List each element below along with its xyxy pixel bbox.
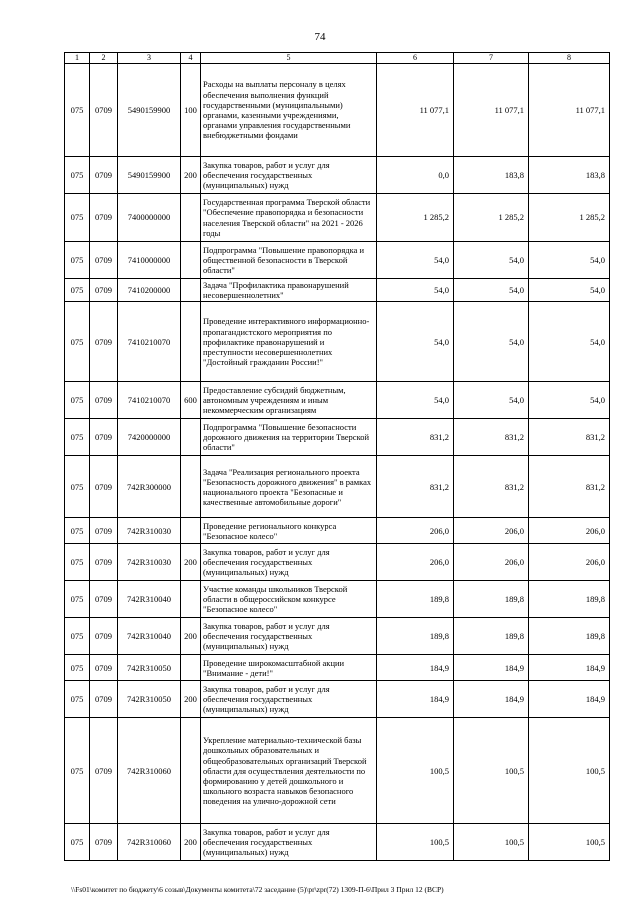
section-code-cell: 0709: [90, 681, 118, 718]
column-header: 6: [377, 53, 454, 64]
expense-type-cell: 100: [181, 64, 201, 157]
description-cell: Подпрограмма "Повышение безопасности дорожного движения на территории Тверской области": [201, 419, 377, 456]
ved-code-cell: 075: [65, 242, 90, 279]
section-code-cell: 0709: [90, 302, 118, 382]
table-row: [65, 242, 610, 279]
description-cell: Проведение широкомасштабной акции "Внимание - дети!": [201, 655, 377, 681]
description-cell: Задача "Профилактика правонарушений несовершеннолетних": [201, 279, 377, 302]
target-article-cell: 742R310050: [118, 655, 181, 681]
ved-code-cell: 075: [65, 718, 90, 824]
ved-code-cell: 075: [65, 194, 90, 242]
amount-year3-cell: 206,0: [529, 544, 610, 581]
amount-year1-cell: 189,8: [377, 581, 454, 618]
ved-code-cell: 075: [65, 681, 90, 718]
expense-type-cell: [181, 581, 201, 618]
expense-type-cell: [181, 279, 201, 302]
amount-year3-cell: 54,0: [529, 279, 610, 302]
amount-year2-cell: 54,0: [454, 279, 529, 302]
ved-code-cell: 075: [65, 279, 90, 302]
column-header: 4: [181, 53, 201, 64]
amount-year1-cell: 100,5: [377, 718, 454, 824]
amount-year1-cell: 831,2: [377, 456, 454, 518]
section-code-cell: 0709: [90, 456, 118, 518]
amount-year1-cell: 184,9: [377, 681, 454, 718]
table-row: [65, 419, 610, 456]
column-header: 3: [118, 53, 181, 64]
section-code-cell: 0709: [90, 518, 118, 544]
amount-year1-cell: 0,0: [377, 157, 454, 194]
amount-year2-cell: 11 077,1: [454, 64, 529, 157]
section-code-cell: 0709: [90, 618, 118, 655]
table-header-row: [65, 53, 610, 64]
ved-code-cell: 075: [65, 581, 90, 618]
ved-code-cell: 075: [65, 518, 90, 544]
description-cell: Проведение регионального конкурса "Безопасное колесо": [201, 518, 377, 544]
amount-year2-cell: 184,9: [454, 681, 529, 718]
section-code-cell: 0709: [90, 157, 118, 194]
description-cell: Задача "Реализация регионального проекта "Безопасность дорожного движения" в рамках национального проекта "Безопасные и качественные автомобильные дороги": [201, 456, 377, 518]
amount-year2-cell: 831,2: [454, 456, 529, 518]
table-row: [65, 618, 610, 655]
ved-code-cell: 075: [65, 544, 90, 581]
budget-table: [64, 52, 610, 861]
section-code-cell: 0709: [90, 581, 118, 618]
table-row: [65, 718, 610, 824]
ved-code-cell: 075: [65, 302, 90, 382]
column-header: 8: [529, 53, 610, 64]
amount-year1-cell: 206,0: [377, 518, 454, 544]
table-row: [65, 544, 610, 581]
amount-year2-cell: 54,0: [454, 242, 529, 279]
ved-code-cell: 075: [65, 64, 90, 157]
target-article-cell: 5490159900: [118, 157, 181, 194]
ved-code-cell: 075: [65, 382, 90, 419]
amount-year3-cell: 54,0: [529, 242, 610, 279]
amount-year2-cell: 189,8: [454, 618, 529, 655]
table-row: [65, 279, 610, 302]
table-row: [65, 456, 610, 518]
amount-year3-cell: 54,0: [529, 302, 610, 382]
amount-year2-cell: 189,8: [454, 581, 529, 618]
amount-year2-cell: 183,8: [454, 157, 529, 194]
description-cell: Укрепление материально-технической базы дошкольных образовательных и общеобразовательных организаций Тверской области для осуществления деятельности по формированию у детей дошкольного и школьного возраста навыков безопасного поведения на улично-дорожной сети: [201, 718, 377, 824]
target-article-cell: 742R310040: [118, 618, 181, 655]
amount-year2-cell: 206,0: [454, 544, 529, 581]
expense-type-cell: [181, 194, 201, 242]
table-row: [65, 64, 610, 157]
table-row: [65, 157, 610, 194]
expense-type-cell: 200: [181, 157, 201, 194]
amount-year2-cell: 54,0: [454, 382, 529, 419]
expense-type-cell: [181, 718, 201, 824]
description-cell: Государственная программа Тверской области "Обеспечение правопорядка и безопасности населения Тверской области" на 2021 - 2026 годы: [201, 194, 377, 242]
description-cell: Закупка товаров, работ и услуг для обеспечения государственных (муниципальных) нужд: [201, 157, 377, 194]
amount-year1-cell: 206,0: [377, 544, 454, 581]
expense-type-cell: 200: [181, 618, 201, 655]
target-article-cell: 742R310030: [118, 518, 181, 544]
expense-type-cell: 600: [181, 382, 201, 419]
amount-year1-cell: 1 285,2: [377, 194, 454, 242]
table-row: [65, 382, 610, 419]
section-code-cell: 0709: [90, 64, 118, 157]
amount-year3-cell: 831,2: [529, 456, 610, 518]
expense-type-cell: [181, 518, 201, 544]
table-row: [65, 518, 610, 544]
table-row: [65, 824, 610, 861]
target-article-cell: 7410000000: [118, 242, 181, 279]
footer-file-path: \\Fs01\комитет по бюджету\6 созыв\Документы комитета\72 заседание (5)\pr\zpr(72) 1309-П-6\Прил 3 Прил 12 (ВСР): [71, 885, 444, 894]
amount-year3-cell: 11 077,1: [529, 64, 610, 157]
amount-year3-cell: 183,8: [529, 157, 610, 194]
amount-year1-cell: 54,0: [377, 382, 454, 419]
target-article-cell: 742R310060: [118, 718, 181, 824]
description-cell: Закупка товаров, работ и услуг для обеспечения государственных (муниципальных) нужд: [201, 824, 377, 861]
column-header: 7: [454, 53, 529, 64]
description-cell: Закупка товаров, работ и услуг для обеспечения государственных (муниципальных) нужд: [201, 544, 377, 581]
table-row: [65, 681, 610, 718]
expense-type-cell: [181, 419, 201, 456]
description-cell: Проведение интерактивного информационно-пропагандистского мероприятия по профилактике правонарушений и преступности несовершеннолетних "Достойный гражданин России!": [201, 302, 377, 382]
table-row: [65, 302, 610, 382]
amount-year1-cell: 54,0: [377, 279, 454, 302]
ved-code-cell: 075: [65, 419, 90, 456]
column-header: 2: [90, 53, 118, 64]
expense-type-cell: 200: [181, 824, 201, 861]
column-header: 5: [201, 53, 377, 64]
amount-year3-cell: 189,8: [529, 581, 610, 618]
ved-code-cell: 075: [65, 618, 90, 655]
expense-type-cell: 200: [181, 544, 201, 581]
amount-year1-cell: 189,8: [377, 618, 454, 655]
ved-code-cell: 075: [65, 157, 90, 194]
section-code-cell: 0709: [90, 194, 118, 242]
amount-year2-cell: 184,9: [454, 655, 529, 681]
target-article-cell: 7400000000: [118, 194, 181, 242]
description-cell: Предоставление субсидий бюджетным, автономным учреждениям и иным некоммерческим организациям: [201, 382, 377, 419]
amount-year2-cell: 206,0: [454, 518, 529, 544]
expense-type-cell: [181, 456, 201, 518]
amount-year2-cell: 100,5: [454, 718, 529, 824]
amount-year1-cell: 54,0: [377, 242, 454, 279]
amount-year3-cell: 1 285,2: [529, 194, 610, 242]
amount-year1-cell: 100,5: [377, 824, 454, 861]
section-code-cell: 0709: [90, 718, 118, 824]
target-article-cell: 742R310030: [118, 544, 181, 581]
target-article-cell: 7410210070: [118, 302, 181, 382]
amount-year3-cell: 206,0: [529, 518, 610, 544]
amount-year3-cell: 189,8: [529, 618, 610, 655]
amount-year1-cell: 831,2: [377, 419, 454, 456]
ved-code-cell: 075: [65, 824, 90, 861]
amount-year2-cell: 831,2: [454, 419, 529, 456]
target-article-cell: 7420000000: [118, 419, 181, 456]
ved-code-cell: 075: [65, 655, 90, 681]
target-article-cell: 5490159900: [118, 64, 181, 157]
section-code-cell: 0709: [90, 824, 118, 861]
column-header: 1: [65, 53, 90, 64]
target-article-cell: 7410210070: [118, 382, 181, 419]
target-article-cell: 742R310050: [118, 681, 181, 718]
table-row: [65, 194, 610, 242]
amount-year3-cell: 54,0: [529, 382, 610, 419]
ved-code-cell: 075: [65, 456, 90, 518]
description-cell: Закупка товаров, работ и услуг для обеспечения государственных (муниципальных) нужд: [201, 618, 377, 655]
amount-year2-cell: 54,0: [454, 302, 529, 382]
amount-year3-cell: 184,9: [529, 681, 610, 718]
expense-type-cell: [181, 302, 201, 382]
amount-year2-cell: 100,5: [454, 824, 529, 861]
amount-year3-cell: 100,5: [529, 718, 610, 824]
expense-type-cell: [181, 242, 201, 279]
amount-year3-cell: 184,9: [529, 655, 610, 681]
section-code-cell: 0709: [90, 382, 118, 419]
amount-year3-cell: 100,5: [529, 824, 610, 861]
table-row: [65, 581, 610, 618]
target-article-cell: 742R310060: [118, 824, 181, 861]
amount-year2-cell: 1 285,2: [454, 194, 529, 242]
target-article-cell: 742R310040: [118, 581, 181, 618]
section-code-cell: 0709: [90, 544, 118, 581]
section-code-cell: 0709: [90, 419, 118, 456]
description-cell: Подпрограмма "Повышение правопорядка и общественной безопасности в Тверской области": [201, 242, 377, 279]
expense-type-cell: [181, 655, 201, 681]
description-cell: Расходы на выплаты персоналу в целях обеспечения выполнения функций государственными (муниципальными) органами, казенными учреждениями, органами управления государственными внебюджетными фондами: [201, 64, 377, 157]
target-article-cell: 7410200000: [118, 279, 181, 302]
expense-type-cell: 200: [181, 681, 201, 718]
page-number: 74: [314, 31, 326, 43]
target-article-cell: 742R300000: [118, 456, 181, 518]
description-cell: Участие команды школьников Тверской области в общероссийском конкурсе "Безопасное колесо": [201, 581, 377, 618]
section-code-cell: 0709: [90, 242, 118, 279]
amount-year1-cell: 54,0: [377, 302, 454, 382]
amount-year1-cell: 184,9: [377, 655, 454, 681]
amount-year1-cell: 11 077,1: [377, 64, 454, 157]
description-cell: Закупка товаров, работ и услуг для обеспечения государственных (муниципальных) нужд: [201, 681, 377, 718]
table-row: [65, 655, 610, 681]
section-code-cell: 0709: [90, 279, 118, 302]
amount-year3-cell: 831,2: [529, 419, 610, 456]
section-code-cell: 0709: [90, 655, 118, 681]
